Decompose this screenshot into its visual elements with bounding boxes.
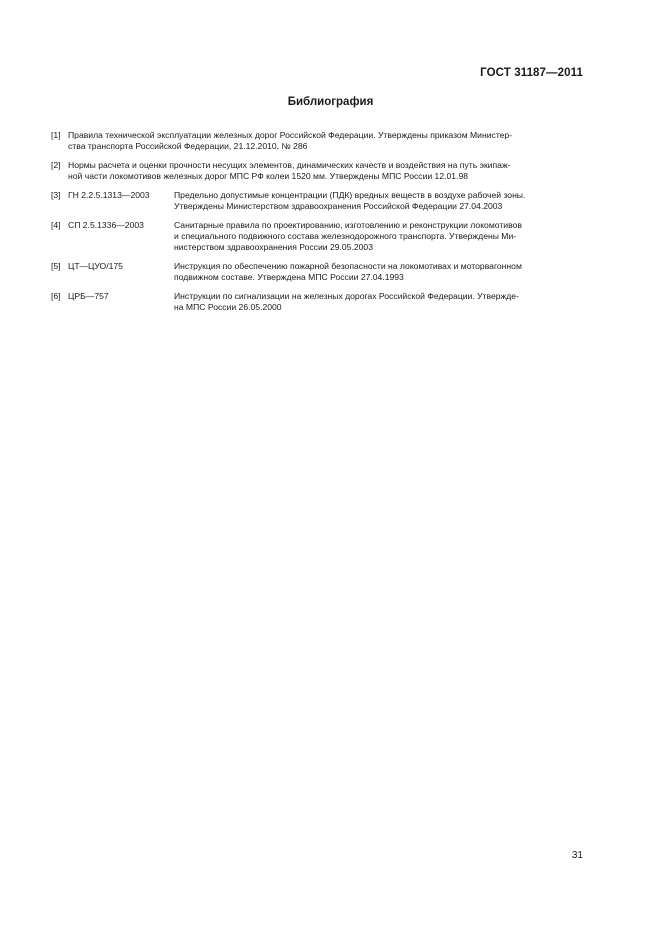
entry-line: Инструкция по обеспечению пожарной безопасности на локомотивах и моторвагонном [174, 261, 522, 271]
bibliography-entry [51, 130, 579, 152]
entry-line: на МПС России 26.05.2000 [174, 302, 282, 312]
bibliography-entry [51, 160, 579, 182]
entry-code: СП 2.5.1336—2003 [68, 220, 144, 230]
entry-line: Санитарные правила по проектированию, изготовлению и реконструкции локомотивов [174, 220, 522, 230]
entry-number: [6] [51, 291, 61, 301]
entry-text [174, 291, 579, 313]
entry-line: Инструкции по сигнализации на железных дорогах Российской Федерации. Утвержде- [174, 291, 519, 301]
entry-text [174, 190, 579, 212]
page-number: 31 [571, 850, 583, 861]
bibliography-entry [51, 291, 579, 313]
entry-number: [4] [51, 220, 61, 230]
bibliography-entry [51, 220, 579, 253]
entry-number: [3] [51, 190, 61, 200]
entry-line: и специального подвижного состава железнодорожного транспорта. Утверждены Ми- [174, 231, 517, 241]
entry-text [68, 130, 579, 152]
entry-number: [2] [51, 160, 61, 170]
bibliography-entry [51, 261, 579, 283]
entry-text [174, 261, 579, 283]
entry-code: ГН 2.2.5.1313—2003 [68, 190, 150, 200]
standard-code: ГОСТ 31187—2011 [480, 67, 583, 79]
entry-code: ЦРБ—757 [68, 291, 109, 301]
bibliography-entry [51, 190, 579, 212]
entry-number: [5] [51, 261, 61, 271]
entry-line: Правила технической эксплуатации железных дорог Российской Федерации. Утверждены приказом Министер- [68, 130, 513, 140]
entry-line: Предельно допустимые концентрации (ПДК) вредных веществ в воздухе рабочей зоны. [174, 190, 526, 200]
entry-code: ЦТ—ЦУО/175 [68, 261, 123, 271]
entry-line: ства транспорта Российской Федерации, 21.12.2010, № 286 [68, 141, 308, 151]
entry-text [68, 160, 579, 182]
entry-line: нистерством здравоохранения России 29.05.2003 [174, 242, 373, 252]
entry-line: ной части локомотивов железных дорог МПС РФ колеи 1520 мм. Утверждены МПС России 12.01.98 [68, 171, 469, 181]
entry-text [174, 220, 579, 253]
page-title: Библиография [287, 96, 374, 108]
entry-line: подвижном составе. Утверждена МПС России 27.04.1993 [174, 272, 404, 282]
bibliography-list [51, 130, 579, 321]
entry-number: [1] [51, 130, 61, 140]
entry-line: Нормы расчета и оценки прочности несущих элементов, динамических качеств и воздействия на путь экипаж- [68, 160, 511, 170]
entry-line: Утверждены Министерством здравоохранения Российской Федерации 27.04.2003 [174, 201, 503, 211]
